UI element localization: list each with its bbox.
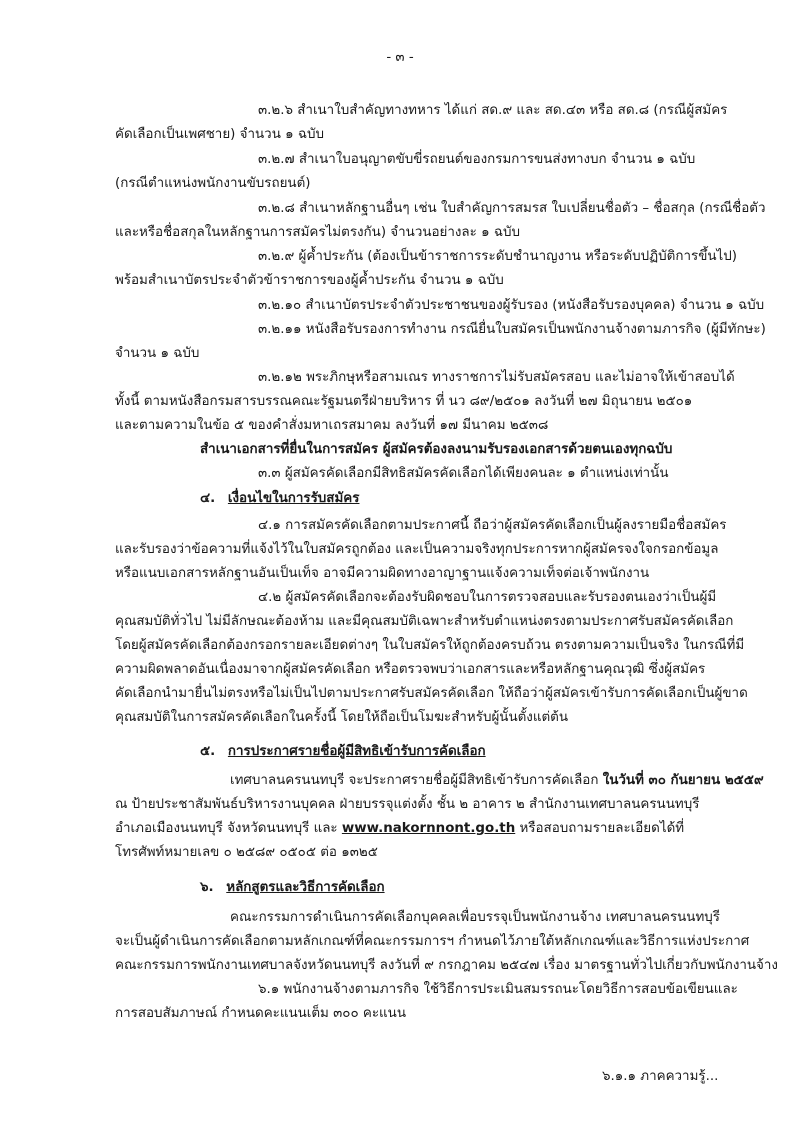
item-3-2-9-line2: พร้อมสำเนาบัตรประจำตัวข้าราชการของผู้ค้ำประกัน จำนวน ๑ ฉบับ bbox=[115, 273, 504, 288]
item-3-2-7-line2: (กรณีตำแหน่งพนักงานขับรถยนต์) bbox=[115, 176, 311, 191]
item-4-2-line5: คัดเลือกนำมายื่นไม่ตรงหรือไม่เป็นไปตามประกาศรับสมัครคัดเลือก ให้ถือว่าผู้สมัครเข้ารับการคัดเลือกเป็นผู้ขาด bbox=[115, 686, 748, 701]
copy-certification-notice: สำเนาเอกสารที่ยื่นในการสมัคร ผู้สมัครต้องลงนามรับรองเอกสารด้วยตนเองทุกฉบับ bbox=[200, 442, 673, 457]
item-3-2-11-line1: ๓.๒.๑๑ หนังสือรับรองการทำงาน กรณียื่นใบสมัครเป็นพนักงานจ้างตามภารกิจ (ผู้มีทักษะ) bbox=[258, 322, 766, 337]
page-number: - ๓ - bbox=[386, 50, 414, 65]
section-6-line3: คณะกรรมการพนักงานเทศบาลจังหวัดนนทบุรี ลงวันที่ ๙ กรกฎาคม ๒๕๔๗ เรื่อง มาตรฐานทั่วไปเกี่ยวกับพนักงานจ้าง bbox=[115, 958, 778, 973]
item-4-2-line6: คุณสมบัติในการสมัครคัดเลือกในครั้งนี้ โดยให้ถือเป็นโมฆะสำหรับผู้นั้นตั้งแต่ต้น bbox=[115, 710, 569, 725]
item-3-2-8-line1: ๓.๒.๘ สำเนาหลักฐานอื่นๆ เช่น ใบสำคัญการสมรส ใบเปลี่ยนชื่อตัว – ชื่อสกุล (กรณีชื่อตัว bbox=[258, 201, 766, 216]
continuation-marker: ๖.๑.๑ ภาคความรู้... bbox=[602, 1069, 719, 1084]
section-5-line2: ณ ป้ายประชาสัมพันธ์บริหารงานบุคคล ฝ่ายบรรจุแต่งตั้ง ชั้น ๒ อาคาร ๒ สำนักงานเทศบาลนครนนทบุรี bbox=[115, 797, 700, 812]
item-3-2-12-line2: ทั้งนี้ ตามหนังสือกรมสารบรรณคณะรัฐมนตรีฝ่ายบริหาร ที่ นว ๘๙/๒๕๐๑ ลงวันที่ ๒๗ มิถุนายน ๒๕๐๑ bbox=[115, 394, 693, 409]
section-6-line2: จะเป็นผู้ดำเนินการคัดเลือกตามหลักเกณฑ์ที่คณะกรรมการฯ กำหนดไว้ภายใต้หลักเกณฑ์และวิธีการแห่งประกาศ bbox=[115, 934, 750, 949]
item-6-1-line2: การสอบสัมภาษณ์ กำหนดคะแนนเต็ม ๓๐๐ คะแนน bbox=[115, 1006, 406, 1021]
item-3-2-12-line1: ๓.๒.๑๒ พระภิกษุหรือสามเณร ทางราชการไม่รับสมัครสอบ และไม่อาจให้เข้าสอบได้ bbox=[258, 370, 735, 385]
section-5-text: เทศบาลนครนนทบุรี จะประกาศรายชื่อผู้มีสิทธิเข้ารับการคัดเลือก bbox=[230, 773, 603, 788]
item-4-2-line2: คุณสมบัติทั่วไป ไม่มีลักษณะต้องห้าม และมีคุณสมบัติเฉพาะสำหรับตำแหน่งตรงตามประกาศรับสมัครคัดเลือก bbox=[115, 614, 734, 629]
item-6-1-line1: ๖.๑ พนักงานจ้างตามภารกิจ ใช้วิธีการประเมินสมรรถนะโดยวิธีการสอบข้อเขียนและ bbox=[258, 982, 738, 997]
item-3-2-9-line1: ๓.๒.๙ ผู้ค้ำประกัน (ต้องเป็นข้าราชการระดับชำนาญงาน หรือระดับปฏิบัติการขึ้นไป) bbox=[258, 249, 737, 264]
section-5-text: หรือสอบถามรายละเอียดได้ที่ bbox=[515, 821, 685, 836]
item-3-3: ๓.๓ ผู้สมัครคัดเลือกมีสิทธิสมัครคัดเลือกได้เพียงคนละ ๑ ตำแหน่งเท่านั้น bbox=[258, 466, 669, 481]
section-4-heading bbox=[200, 489, 359, 509]
website-link[interactable]: www.nakornnont.go.th bbox=[341, 821, 516, 836]
item-4-1-line3: หรือแนบเอกสารหลักฐานอันเป็นเท็จ อาจมีความผิดทางอาญาฐานแจ้งความเท็จต่อเจ้าพนักงาน bbox=[115, 566, 650, 581]
item-3-2-7-line1: ๓.๒.๗ สำเนาใบอนุญาตขับขี่รถยนต์ของกรมการขนส่งทางบก จำนวน ๑ ฉบับ bbox=[258, 152, 696, 167]
item-4-2-line3: โดยผู้สมัครคัดเลือกต้องกรอกรายละเอียดต่างๆ ในใบสมัครให้ถูกต้องครบถ้วน ตรงตามความเป็นจริง ในกรณีที่มี bbox=[115, 638, 745, 653]
announcement-date: ในวันที่ ๓๐ กันยายน ๒๕๕๙ bbox=[602, 773, 764, 788]
item-3-2-6-line1: ๓.๒.๖ สำเนาใบสำคัญทางทหาร ได้แก่ สด.๙ และ สด.๔๓ หรือ สด.๘ (กรณีผู้สมัคร bbox=[258, 103, 728, 118]
section-4-number: ๔. bbox=[200, 491, 216, 506]
section-6-title: หลักสูตรและวิธีการคัดเลือก bbox=[226, 880, 385, 895]
item-3-2-10: ๓.๒.๑๐ สำเนาบัตรประจำตัวประชาชนของผู้รับรอง (หนังสือรับรองบุคคล) จำนวน ๑ ฉบับ bbox=[258, 298, 765, 313]
item-4-1-line2: และรับรองว่าข้อความที่แจ้งไว้ในใบสมัครถูกต้อง และเป็นความจริงทุกประการหากผู้สมัครจงใจกรอกข้อมูล bbox=[115, 542, 719, 557]
section-5-line3 bbox=[115, 819, 684, 839]
section-6-number: ๖. bbox=[200, 880, 214, 895]
item-4-2-line1: ๔.๒ ผู้สมัครคัดเลือกจะต้องรับผิดชอบในการตรวจสอบและรับรองตนเองว่าเป็นผู้มี bbox=[258, 590, 717, 605]
item-4-2-line4: ความผิดพลาดอันเนื่องมาจากผู้สมัครคัดเลือก หรือตรวจพบว่าเอกสารและหรือหลักฐานคุณวุฒิ ซึ่งผู้สมัคร bbox=[115, 662, 706, 677]
section-5-text: อำเภอเมืองนนทบุรี จังหวัดนนทบุรี และ bbox=[115, 821, 342, 836]
item-3-2-8-line2: และหรือชื่อสกุลในหลักฐานการสมัครไม่ตรงกัน) จำนวนอย่างละ ๑ ฉบับ bbox=[115, 225, 520, 240]
section-5-title: การประกาศรายชื่อผู้มีสิทธิเข้ารับการคัดเลือก bbox=[227, 744, 486, 759]
section-5-heading bbox=[200, 742, 486, 762]
section-5-line4: โทรศัพท์หมายเลข ๐ ๒๕๘๙ ๐๕๐๕ ต่อ ๑๓๒๕ bbox=[115, 845, 378, 860]
section-4-title: เงื่อนไขในการรับสมัคร bbox=[227, 491, 360, 506]
item-4-1-line1: ๔.๑ การสมัครคัดเลือกตามประกาศนี้ ถือว่าผู้สมัครคัดเลือกเป็นผู้ลงรายมือชื่อสมัคร bbox=[258, 518, 727, 533]
item-3-2-12-line3: และตามความในข้อ ๕ ของคำสั่งมหาเถรสมาคม ลงวันที่ ๑๗ มีนาคม ๒๕๓๘ bbox=[115, 418, 549, 433]
section-5-line1 bbox=[230, 771, 764, 791]
section-5-number: ๕. bbox=[200, 744, 216, 759]
section-6-line1: คณะกรรมการดำเนินการคัดเลือกบุคคลเพื่อบรรจุเป็นพนักงานจ้าง เทศบาลนครนนทบุรี bbox=[230, 910, 720, 925]
item-3-2-6-line2: คัดเลือกเป็นเพศชาย) จำนวน ๑ ฉบับ bbox=[115, 127, 324, 142]
item-3-2-11-line2: จำนวน ๑ ฉบับ bbox=[115, 346, 200, 361]
section-6-heading bbox=[200, 878, 385, 898]
